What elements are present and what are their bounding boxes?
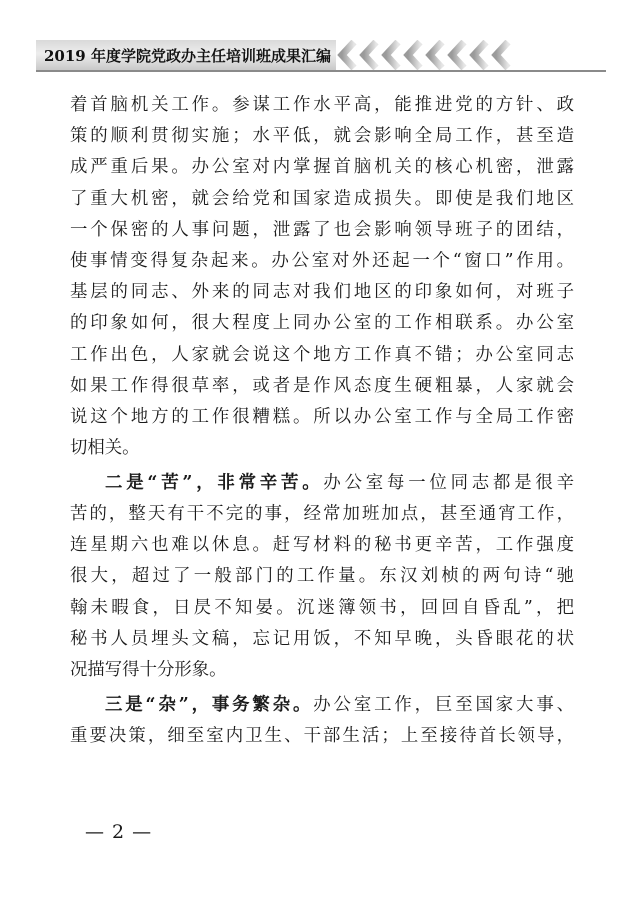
text-line: 重要决策，细至室内卫生、干部生活；上至接待首长领导， [70,725,574,746]
header-title: 2019 年度学院党政办主任培训班成果汇编 [44,47,331,65]
text-line [70,468,574,499]
paragraph-1 [70,90,574,464]
text-line: 切相关。 [70,438,140,459]
running-header [0,40,642,70]
text-line: 说这个地方的工作很糟糕。所以办公室工作与全局工作密 [70,406,574,427]
paragraph-3 [70,690,574,752]
text-line: 策的顺利贯彻实施；水平低，就会影响全局工作，甚至造 [70,126,574,147]
paragraph-heading: 二是“苦”，非常辛苦。 [105,472,324,493]
text-line: 的印象如何，很大程度上同办公室的工作相联系。办公室 [70,313,574,334]
text-line: 一个保密的人事问题，泄露了也会影响领导班子的团结， [70,219,574,240]
body-text [70,90,574,752]
text-line: 了重大机密，就会给党和国家造成损失。即使是我们地区 [70,188,574,209]
text-line: 基层的同志、外来的同志对我们地区的印象如何，对班子 [70,282,574,303]
paragraph-2 [70,468,574,686]
text-line: 况描写得十分形象。 [70,659,227,680]
text-line: 秘书人员埋头文稿，忘记用饭，不知早晚，头昏眼花的状 [70,628,574,649]
paragraph-heading: 三是“杂”，事务繁杂。 [105,694,314,715]
text-line: 翰未暇食，日昃不知晏。沉迷簿领书，回回自昏乱”，把 [70,597,574,618]
text-run: 办公室工作，巨至国家大事、 [313,694,574,715]
text-run: 办公室每一位同志都是很辛 [323,472,574,493]
text-line: 成严重后果。办公室对内掌握首脑机关的核心机密，泄露 [70,157,574,178]
text-line: 如果工作得很草率，或者是作风态度生硬粗暴，人家就会 [70,375,574,396]
chevron-decoration-icon [336,40,606,70]
text-line: 着首脑机关工作。参谋工作水平高，能推进党的方针、政 [70,95,574,115]
text-line: 连星期六也难以休息。赶写材料的秘书更辛苦，工作强度 [70,535,574,556]
text-line [70,690,574,721]
header-rule [36,70,606,72]
text-line: 使事情变得复杂起来。办公室对外还起一个“窗口”作用。 [70,250,574,271]
text-line: 苦的，整天有干不完的事，经常加班加点，甚至通宵工作， [70,504,574,525]
text-line: 很大，超过了一般部门的工作量。东汉刘桢的两句诗“驰 [70,566,574,587]
page-number: — 2 — [85,821,153,843]
text-line: 工作出色，人家就会说这个地方工作真不错；办公室同志 [70,344,574,365]
